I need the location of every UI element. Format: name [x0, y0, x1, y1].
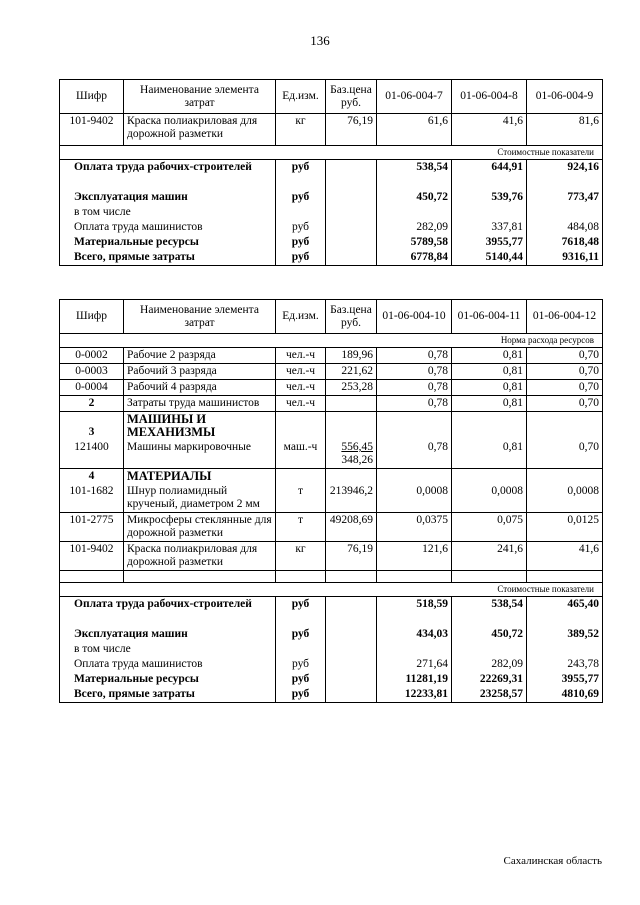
cell-value: 0,70: [527, 440, 603, 469]
summary-value: 450,72: [452, 627, 527, 642]
cell-value: 121,6: [377, 542, 452, 571]
summary-value: 3955,77: [452, 235, 527, 250]
cell-price: 49208,69: [326, 513, 377, 542]
cell-value: 0,0125: [527, 513, 603, 542]
cell-value: 0,81: [452, 396, 527, 412]
summary-value: 644,91: [452, 160, 527, 190]
table-row: [60, 364, 603, 380]
cell-value: 0,81: [452, 440, 527, 469]
cell-price-secondary: 348,26: [341, 454, 373, 466]
header-unit: Ед.изм.: [276, 300, 326, 334]
summary-value: 924,16: [527, 160, 603, 190]
cell-value: 0,0375: [377, 513, 452, 542]
section-code: 3: [60, 412, 124, 441]
summary-unit: руб: [276, 235, 326, 250]
cell-value: 0,0008: [377, 484, 452, 513]
cell-code: 121400: [60, 440, 124, 469]
summary-value: 5789,58: [377, 235, 452, 250]
summary-row: [60, 235, 603, 250]
summary-value: 271,64: [377, 657, 452, 672]
summary-value: 243,78: [527, 657, 603, 672]
cell-value: 0,70: [527, 364, 603, 380]
total-name: Всего, прямые затраты: [60, 687, 276, 703]
summary-value: 518,59: [377, 597, 452, 627]
cell-price: 76,19: [326, 114, 377, 146]
summary-value: 11281,19: [377, 672, 452, 687]
cell-name: Затраты труда машинистов: [124, 396, 276, 412]
header-col-3: 01-06-004-9: [527, 80, 603, 114]
cell-code: 101-1682: [60, 484, 124, 513]
cell-name: Микросферы стеклянные для дорожной разметки: [124, 513, 276, 542]
cell-value: 0,70: [527, 348, 603, 364]
cell-name: Рабочий 3 разряда: [124, 364, 276, 380]
cell-value: 0,0008: [452, 484, 527, 513]
cell-price: 221,62: [326, 364, 377, 380]
section-label-row: [60, 146, 603, 160]
table-row: [60, 348, 603, 364]
rates-table-2: [59, 299, 603, 703]
cell-value: 41,6: [527, 542, 603, 571]
header-code: Шифр: [60, 300, 124, 334]
header-col-3: 01-06-004-12: [527, 300, 603, 334]
total-row: [60, 250, 603, 266]
header-name: Наименование элемента затрат: [124, 300, 276, 334]
cell-name: Рабочие 2 разряда: [124, 348, 276, 364]
summary-name: Оплата труда машинистов: [60, 220, 276, 235]
summary-value: 484,08: [527, 220, 603, 235]
summary-unit: руб: [276, 220, 326, 235]
summary-name: Оплата труда рабочих-строителей: [60, 160, 276, 190]
summary-row: [60, 220, 603, 235]
including-label: в том числе: [60, 642, 276, 657]
summary-unit: руб: [276, 190, 326, 205]
section-row: [60, 412, 603, 441]
summary-row: [60, 190, 603, 205]
cell-value: 81,6: [527, 114, 603, 146]
total-value: 12233,81: [377, 687, 452, 703]
total-unit: руб: [276, 250, 326, 266]
cell-value: 0,78: [377, 396, 452, 412]
table-row: [60, 440, 603, 469]
total-name: Всего, прямые затраты: [60, 250, 276, 266]
including-label: в том числе: [60, 205, 276, 220]
summary-row: [60, 597, 603, 627]
cell-price: 76,19: [326, 542, 377, 571]
cell-price-main: 556,45: [341, 441, 373, 453]
cell-unit: чел.-ч: [276, 348, 326, 364]
cell-value: 0,78: [377, 380, 452, 396]
table-row: [60, 396, 603, 412]
cell-unit: т: [276, 513, 326, 542]
summary-name: Материальные ресурсы: [60, 235, 276, 250]
header-col-1: 01-06-004-7: [377, 80, 452, 114]
summary-name: Оплата труда машинистов: [60, 657, 276, 672]
summary-unit: руб: [276, 672, 326, 687]
summary-value: 539,76: [452, 190, 527, 205]
header-code: Шифр: [60, 80, 124, 114]
cell-code: 101-9402: [60, 114, 124, 146]
summary-unit: руб: [276, 597, 326, 627]
cell-unit: маш.-ч: [276, 440, 326, 469]
summary-name: Оплата труда рабочих-строителей: [60, 597, 276, 627]
summary-row: [60, 672, 603, 687]
table-row: [60, 542, 603, 571]
section-code: 4: [60, 469, 124, 485]
table-header: [60, 80, 603, 114]
table-row: [60, 114, 603, 146]
summary-value: 434,03: [377, 627, 452, 642]
header-col-1: 01-06-004-10: [377, 300, 452, 334]
summary-value: 337,81: [452, 220, 527, 235]
cell-name: Краска полиакриловая для дорожной разметки: [124, 114, 276, 146]
section-row: [60, 469, 603, 485]
cell-name: Рабочий 4 разряда: [124, 380, 276, 396]
total-unit: руб: [276, 687, 326, 703]
cell-unit: чел.-ч: [276, 396, 326, 412]
cell-code: 101-9402: [60, 542, 124, 571]
cell-value: 0,78: [377, 440, 452, 469]
table-row: [60, 380, 603, 396]
summary-value: 465,40: [527, 597, 603, 627]
summary-row: [60, 205, 603, 220]
summary-value: 389,52: [527, 627, 603, 642]
cell-value: 41,6: [452, 114, 527, 146]
page-number: 136: [310, 33, 330, 48]
header-name: Наименование элемента затрат: [124, 80, 276, 114]
summary-value: 538,54: [377, 160, 452, 190]
header-unit: Ед.изм.: [276, 80, 326, 114]
cell-value: 0,075: [452, 513, 527, 542]
cell-price: 213946,2: [326, 484, 377, 513]
summary-name: Эксплуатация машин: [60, 190, 276, 205]
region-footer: Сахалинская область: [503, 855, 602, 867]
total-value: 23258,57: [452, 687, 527, 703]
summary-value: 7618,48: [527, 235, 603, 250]
summary-unit: руб: [276, 657, 326, 672]
cell-unit: чел.-ч: [276, 380, 326, 396]
total-value: 4810,69: [527, 687, 603, 703]
cell-unit: кг: [276, 114, 326, 146]
cell-code: 0-0003: [60, 364, 124, 380]
cell-price: [326, 440, 377, 469]
cell-code: 2: [60, 396, 124, 412]
header-col-2: 01-06-004-8: [452, 80, 527, 114]
header-price: Баз.цена руб.: [326, 80, 377, 114]
section-label-row: [60, 583, 603, 597]
rates-table-1: [59, 79, 603, 266]
cell-value: 0,70: [527, 380, 603, 396]
summary-value: 282,09: [377, 220, 452, 235]
section-label-row: [60, 334, 603, 348]
cell-code: 0-0004: [60, 380, 124, 396]
cell-code: 0-0002: [60, 348, 124, 364]
table-row: [60, 484, 603, 513]
summary-name: Эксплуатация машин: [60, 627, 276, 642]
header-price: Баз.цена руб.: [326, 300, 377, 334]
cell-value: 0,70: [527, 396, 603, 412]
section-title: МАТЕРИАЛЫ: [124, 469, 276, 485]
total-row: [60, 687, 603, 703]
cost-indicators-label: Стоимостные показатели: [60, 146, 603, 160]
cell-value: 0,81: [452, 364, 527, 380]
spacer-row: [60, 571, 603, 583]
norm-label: Норма расхода ресурсов: [60, 334, 603, 348]
summary-row: [60, 627, 603, 642]
table-header: [60, 300, 603, 334]
cell-value: 0,78: [377, 348, 452, 364]
cell-value: 241,6: [452, 542, 527, 571]
cell-name: Краска полиакриловая для дорожной разметки: [124, 542, 276, 571]
cell-value: 61,6: [377, 114, 452, 146]
total-value: 9316,11: [527, 250, 603, 266]
header-col-2: 01-06-004-11: [452, 300, 527, 334]
summary-value: 22269,31: [452, 672, 527, 687]
cell-price: 253,28: [326, 380, 377, 396]
summary-name: Материальные ресурсы: [60, 672, 276, 687]
summary-value: 538,54: [452, 597, 527, 627]
summary-row: [60, 160, 603, 190]
cell-value: 0,81: [452, 348, 527, 364]
cell-value: 0,0008: [527, 484, 603, 513]
cell-value: 0,81: [452, 380, 527, 396]
section-title: МАШИНЫ И МЕХАНИЗМЫ: [124, 412, 276, 441]
cell-price: 189,96: [326, 348, 377, 364]
table-row: [60, 513, 603, 542]
cell-unit: чел.-ч: [276, 364, 326, 380]
summary-value: 282,09: [452, 657, 527, 672]
cell-unit: т: [276, 484, 326, 513]
summary-unit: руб: [276, 627, 326, 642]
summary-value: 3955,77: [527, 672, 603, 687]
summary-row: [60, 657, 603, 672]
summary-row: [60, 642, 603, 657]
cell-name: Машины маркировочные: [124, 440, 276, 469]
cell-value: 0,78: [377, 364, 452, 380]
total-value: 6778,84: [377, 250, 452, 266]
summary-value: 773,47: [527, 190, 603, 205]
summary-unit: руб: [276, 160, 326, 190]
cost-indicators-label: Стоимостные показатели: [60, 583, 603, 597]
cell-code: 101-2775: [60, 513, 124, 542]
cell-unit: кг: [276, 542, 326, 571]
total-value: 5140,44: [452, 250, 527, 266]
cell-name: Шнур полиамидный крученый, диаметром 2 мм: [124, 484, 276, 513]
summary-value: 450,72: [377, 190, 452, 205]
